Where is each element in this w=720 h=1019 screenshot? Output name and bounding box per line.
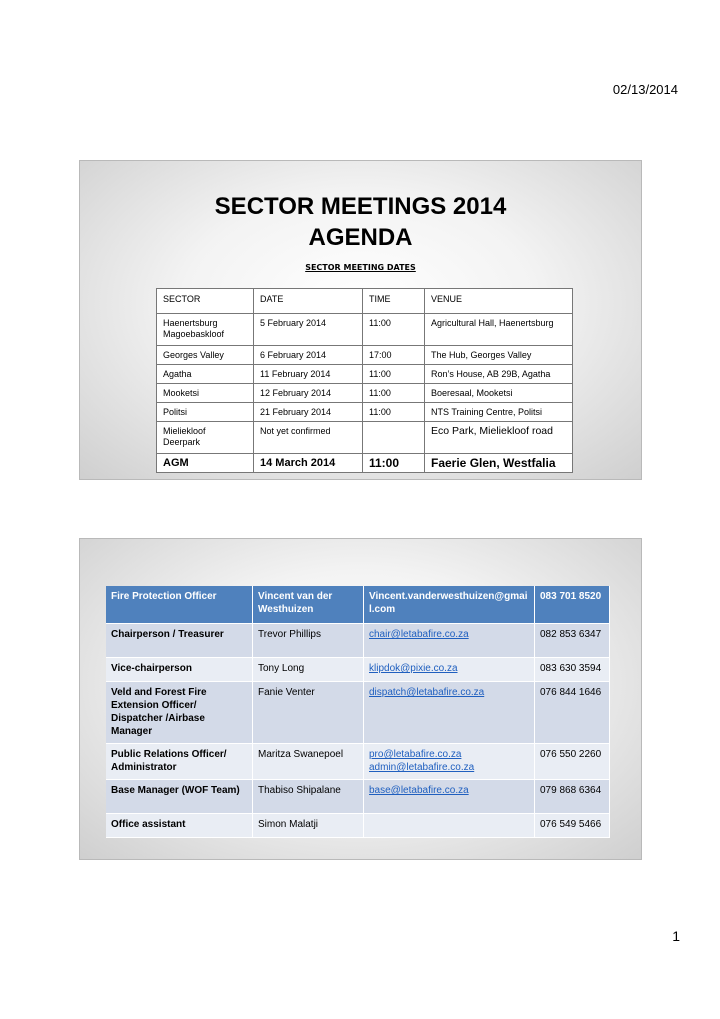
table-row — [106, 814, 610, 838]
cell-name: Thabiso Shipalane — [253, 780, 364, 814]
cell-email — [364, 682, 535, 744]
cell-venue: The Hub, Georges Valley — [425, 346, 573, 365]
cell-role: Vice-chairperson — [106, 658, 253, 682]
cell-sector: Agatha — [157, 365, 254, 384]
cell-name: Maritza Swanepoel — [253, 744, 364, 780]
title-line-1: SECTOR MEETINGS 2014 — [214, 193, 507, 220]
cell-date: 6 February 2014 — [254, 346, 363, 365]
cell-time: 17:00 — [363, 346, 425, 365]
header-name: Vincent van der Westhuizen — [253, 586, 364, 624]
email-link[interactable]: klipdok@pixie.co.za — [369, 663, 458, 674]
table-row — [157, 403, 573, 422]
slide-contacts — [79, 538, 642, 860]
cell-role: Office assistant — [106, 814, 253, 838]
cell-time: 11:00 — [363, 365, 425, 384]
table-row — [157, 422, 573, 454]
cell-phone: 076 549 5466 — [535, 814, 610, 838]
column-header-sector: SECTOR — [157, 289, 254, 314]
table-row — [106, 744, 610, 780]
slide-sector-meetings — [79, 160, 642, 480]
cell-role: Public Relations Officer/ Administrator — [106, 744, 253, 780]
cell-name: Trevor Phillips — [253, 624, 364, 658]
cell-date: 14 March 2014 — [254, 454, 363, 473]
cell-phone: 076 844 1646 — [535, 682, 610, 744]
page-number: 1 — [672, 928, 680, 944]
email-link[interactable]: chair@letabafire.co.za — [369, 629, 469, 640]
header-role: Fire Protection Officer — [106, 586, 253, 624]
cell-sector: Mieliekloof Deerpark — [157, 422, 254, 454]
cell-phone: 079 868 6364 — [535, 780, 610, 814]
table-header-row — [106, 586, 610, 624]
cell-venue: Agricultural Hall, Haenertsburg — [425, 314, 573, 346]
cell-time: 11:00 — [363, 454, 425, 473]
cell-venue: Boeresaal, Mooketsi — [425, 384, 573, 403]
cell-name: Tony Long — [253, 658, 364, 682]
email-link[interactable]: dispatch@letabafire.co.za — [369, 687, 485, 698]
email-link[interactable]: base@letabafire.co.za — [369, 785, 469, 796]
cell-venue: Eco Park, Mieliekloof road — [425, 422, 573, 454]
cell-sector: Haenertsburg Magoebaskloof — [157, 314, 254, 346]
cell-time: 11:00 — [363, 314, 425, 346]
cell-role: Chairperson / Treasurer — [106, 624, 253, 658]
table-row — [157, 365, 573, 384]
cell-sector: Georges Valley — [157, 346, 254, 365]
cell-name: Fanie Venter — [253, 682, 364, 744]
cell-role: Veld and Forest Fire Extension Officer/ Dispatcher /Airbase Manager — [106, 682, 253, 744]
table-row — [157, 314, 573, 346]
header-phone: 083 701 8520 — [535, 586, 610, 624]
sector-dates-table — [156, 288, 573, 473]
cell-sector: Politsi — [157, 403, 254, 422]
table-row — [157, 346, 573, 365]
cell-date: 5 February 2014 — [254, 314, 363, 346]
cell-name: Simon Malatji — [253, 814, 364, 838]
cell-email — [364, 624, 535, 658]
table-row — [106, 682, 610, 744]
table-row-agm — [157, 454, 573, 473]
cell-venue: Ron’s House, AB 29B, Agatha — [425, 365, 573, 384]
cell-date: 11 February 2014 — [254, 365, 363, 384]
cell-sector: AGM — [157, 454, 254, 473]
cell-phone: 082 853 6347 — [535, 624, 610, 658]
table-row — [106, 780, 610, 814]
cell-time: 11:00 — [363, 384, 425, 403]
cell-email — [364, 780, 535, 814]
contacts-table — [106, 586, 610, 838]
cell-venue: Faerie Glen, Westfalia — [425, 454, 573, 473]
header-email: Vincent.vanderwesthuizen@gmail.com — [364, 586, 535, 624]
column-header-date: DATE — [254, 289, 363, 314]
slide-title — [80, 191, 641, 253]
column-header-venue: VENUE — [425, 289, 573, 314]
cell-date: Not yet confirmed — [254, 422, 363, 454]
table-row — [106, 658, 610, 682]
cell-date: 12 February 2014 — [254, 384, 363, 403]
cell-sector: Mooketsi — [157, 384, 254, 403]
table-header-row — [157, 289, 573, 314]
table-row — [106, 624, 610, 658]
cell-email — [364, 814, 535, 838]
cell-time: 11:00 — [363, 403, 425, 422]
slide-subtitle: SECTOR MEETING DATES — [305, 263, 416, 272]
cell-time — [363, 422, 425, 454]
email-link[interactable]: pro@letabafire.co.za — [369, 749, 462, 760]
cell-email — [364, 744, 535, 780]
cell-role: Base Manager (WOF Team) — [106, 780, 253, 814]
page-date: 02/13/2014 — [612, 82, 678, 97]
column-header-time: TIME — [363, 289, 425, 314]
cell-phone: 076 550 2260 — [535, 744, 610, 780]
title-line-2: AGENDA — [308, 224, 413, 251]
cell-venue: NTS Training Centre, Politsi — [425, 403, 573, 422]
cell-date: 21 February 2014 — [254, 403, 363, 422]
cell-phone: 083 630 3594 — [535, 658, 610, 682]
table-row — [157, 384, 573, 403]
email-link-secondary[interactable]: admin@letabafire.co.za — [369, 762, 475, 773]
cell-email — [364, 658, 535, 682]
